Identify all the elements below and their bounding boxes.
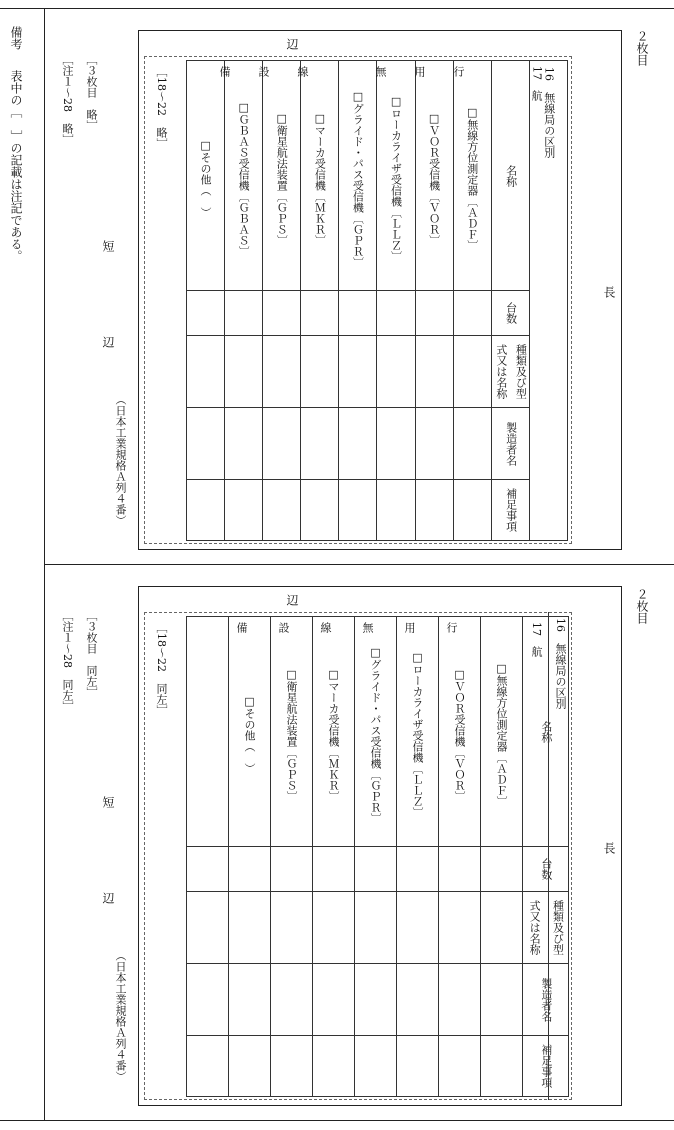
lower-col-name: 名称 bbox=[539, 720, 553, 743]
upper-row-1: □ＶＯＲ受信機〔ＶＯＲ〕 bbox=[427, 111, 441, 246]
remarks-label: 備考 bbox=[9, 26, 23, 50]
lower-count-c7 bbox=[481, 847, 523, 892]
upper-row-0: □無線方位測定器〔ＡＤＦ〕 bbox=[465, 106, 479, 251]
upper-side-3: 無 bbox=[374, 66, 387, 77]
lower-page-label: ２枚目 bbox=[635, 588, 649, 624]
upper-short-edge-b: 辺 bbox=[101, 336, 115, 348]
upper-side-1: 行 bbox=[452, 66, 465, 77]
upper-maker-c1 bbox=[187, 408, 225, 480]
lower-row-4: □マーカ受信機〔ＭＫＲ〕 bbox=[327, 667, 340, 802]
lower-count-c3 bbox=[313, 847, 355, 892]
upper-row-7: □その他（ ） bbox=[199, 139, 213, 218]
lower-row-1: □ＶＯＲ受信機〔ＶＯＲ〕 bbox=[453, 667, 466, 802]
upper-omitted-sheet3: ［３枚目 略］ bbox=[85, 54, 98, 131]
upper-col-type-2: 式又は名称 bbox=[494, 344, 508, 399]
lower-row-6: □その他（ ） bbox=[243, 695, 256, 774]
lower-side-1: 行 bbox=[445, 622, 458, 633]
lower-gpr-cell bbox=[355, 617, 397, 847]
lower-type-c1 bbox=[229, 892, 271, 964]
upper-maker-c3 bbox=[263, 408, 301, 480]
upper-row-4: □マーカ受信機〔ＭＫＲ〕 bbox=[313, 111, 327, 246]
upper-page-label: ２枚目 bbox=[635, 30, 649, 66]
upper-gps-cell bbox=[263, 61, 301, 291]
upper-maker-c8 bbox=[453, 408, 491, 480]
upper-col-note: 補足事項 bbox=[504, 488, 518, 532]
upper-type-c7 bbox=[415, 336, 453, 408]
lower-row-0: □無線方位測定器〔ＡＤＦ〕 bbox=[495, 662, 508, 807]
lower-maker-c1 bbox=[229, 964, 271, 1036]
lower-note-c0 bbox=[187, 1036, 229, 1097]
upper-type-c3 bbox=[263, 336, 301, 408]
upper-header-note bbox=[491, 480, 529, 541]
upper-type-c5 bbox=[339, 336, 377, 408]
upper-side-2: 用 bbox=[413, 66, 426, 77]
lower-count-c1 bbox=[229, 847, 271, 892]
upper-adf-cell bbox=[453, 61, 491, 291]
lower-side-4: 線 bbox=[319, 622, 332, 633]
upper-count-c3 bbox=[263, 291, 301, 336]
upper-long-edge-a: 長 bbox=[602, 286, 616, 298]
upper-type-c1 bbox=[187, 336, 225, 408]
lower-count-c6 bbox=[439, 847, 481, 892]
upper-col-count: 台数 bbox=[504, 302, 518, 324]
lower-omitted-sheet3: ［３枚目 同左］ bbox=[85, 610, 98, 698]
remarks-text: 表中の［ ］の記載は注記である。 bbox=[9, 70, 23, 262]
lower-short-edge-a: 短 bbox=[101, 796, 115, 808]
lower-side-0: 航 bbox=[530, 646, 543, 657]
upper-long-edge-b: 辺 bbox=[285, 38, 299, 50]
lower-side-5: 設 bbox=[277, 622, 290, 633]
lower-col-type-1: 種類及び型 bbox=[551, 900, 565, 955]
upper-section-title-cell bbox=[529, 61, 567, 541]
lower-other-cell bbox=[229, 617, 271, 847]
upper-omitted-notes: ［注１～28 略］ bbox=[61, 54, 74, 145]
upper-type-c2 bbox=[225, 336, 263, 408]
upper-row-6: □ＧＢＡＳ受信機〔ＧＢＡＳ〕 bbox=[237, 100, 251, 257]
lower-type-c0 bbox=[187, 892, 229, 964]
lower-title-strip bbox=[548, 612, 572, 1100]
upper-gpr-cell bbox=[339, 61, 377, 291]
lower-type-c2 bbox=[271, 892, 313, 964]
lower-note-c4 bbox=[355, 1036, 397, 1097]
upper-count-c1 bbox=[187, 291, 225, 336]
lower-note-c1 bbox=[229, 1036, 271, 1097]
upper-section-title: 16 無線局の区別 bbox=[542, 67, 556, 158]
upper-maker-c7 bbox=[415, 408, 453, 480]
upper-note-c8 bbox=[453, 480, 491, 541]
upper-maker-c6 bbox=[377, 408, 415, 480]
upper-type-c4 bbox=[301, 336, 339, 408]
upper-header-type bbox=[491, 336, 529, 408]
upper-vor-cell bbox=[415, 61, 453, 291]
lower-type-c3 bbox=[313, 892, 355, 964]
lower-gps-cell bbox=[271, 617, 313, 847]
lower-adf-cell bbox=[481, 617, 523, 847]
upper-type-c6 bbox=[377, 336, 415, 408]
upper-llz-cell bbox=[374, 61, 415, 291]
lower-type-c6 bbox=[439, 892, 481, 964]
upper-count-c7 bbox=[415, 291, 453, 336]
upper-header-count bbox=[491, 291, 529, 336]
upper-count-c8 bbox=[453, 291, 491, 336]
lower-type-c5 bbox=[397, 892, 439, 964]
lower-llz-cell bbox=[397, 617, 439, 847]
upper-header-maker bbox=[491, 408, 529, 480]
upper-row-3: □グライド・パス受信機〔ＧＰＲ〕 bbox=[351, 89, 365, 268]
lower-count-c4 bbox=[355, 847, 397, 892]
lower-side-3: 無 bbox=[361, 622, 374, 633]
upper-omitted-1822: ［18～22 略］ bbox=[155, 66, 168, 149]
lower-col-note: 補足事項 bbox=[539, 1044, 553, 1088]
upper-count-c5 bbox=[339, 291, 377, 336]
lower-note-c2 bbox=[271, 1036, 313, 1097]
lower-maker-c4 bbox=[355, 964, 397, 1036]
lower-short-edge-b: 辺 bbox=[101, 892, 115, 904]
lower-omitted-notes: ［注１～28 同左］ bbox=[61, 610, 74, 712]
lower-side-2: 用 bbox=[403, 622, 416, 633]
upper-equipment-table bbox=[186, 60, 568, 541]
lower-section-title: 16 無線局の区別 bbox=[554, 618, 567, 709]
upper-side-0: 航 bbox=[530, 90, 543, 101]
upper-type-c8 bbox=[453, 336, 491, 408]
lower-row-2: □ローカライザ受信機〔ＬＬＺ〕 bbox=[411, 651, 424, 818]
lower-col-type-2: 式又は名称 bbox=[528, 900, 542, 955]
lower-note-c3 bbox=[313, 1036, 355, 1097]
upper-col-type-1: 種類及び型 bbox=[514, 344, 528, 399]
lower-count-c5 bbox=[397, 847, 439, 892]
lower-maker-c3 bbox=[313, 964, 355, 1036]
lower-note-c6 bbox=[439, 1036, 481, 1097]
upper-note-c2 bbox=[225, 480, 263, 541]
upper-row-2: □ローカライザ受信機〔ＬＬＺ〕 bbox=[389, 95, 403, 262]
lower-row-header-number: 17 bbox=[530, 622, 543, 636]
upper-note-c3 bbox=[263, 480, 301, 541]
lower-maker-c5 bbox=[397, 964, 439, 1036]
lower-count-c0 bbox=[187, 847, 229, 892]
lower-mkr-cell bbox=[313, 617, 355, 847]
upper-col-name: 名称 bbox=[504, 164, 518, 187]
lower-equipment-table bbox=[186, 616, 569, 1097]
lower-col-maker: 製造者名 bbox=[539, 977, 553, 1022]
bottom-rule bbox=[0, 1120, 674, 1121]
lower-maker-c0 bbox=[187, 964, 229, 1036]
lower-note-c7 bbox=[481, 1036, 523, 1097]
upper-count-c4 bbox=[301, 291, 339, 336]
upper-side-4: 線 bbox=[296, 66, 309, 77]
lower-side-6: 備 bbox=[235, 622, 248, 633]
lower-omitted-1822: ［18～22 同左］ bbox=[155, 622, 168, 716]
lower-row-3: □グライド・パス受信機〔ＧＰＲ〕 bbox=[369, 645, 382, 824]
lower-count-c2 bbox=[271, 847, 313, 892]
upper-note-c4 bbox=[301, 480, 339, 541]
lower-type-c4 bbox=[355, 892, 397, 964]
lower-maker-c7 bbox=[481, 964, 523, 1036]
upper-maker-c4 bbox=[301, 408, 339, 480]
upper-maker-c2 bbox=[225, 408, 263, 480]
upper-note-c1 bbox=[187, 480, 225, 541]
lower-maker-c2 bbox=[271, 964, 313, 1036]
upper-count-c2 bbox=[225, 291, 263, 336]
upper-row-header-number: 17 bbox=[530, 66, 544, 80]
upper-side-6: 備 bbox=[218, 66, 231, 77]
comparison-divider bbox=[44, 564, 674, 565]
upper-header-name bbox=[491, 61, 529, 291]
upper-gbas-cell bbox=[225, 61, 263, 291]
lower-type-c7 bbox=[481, 892, 523, 964]
upper-col-maker: 製造者名 bbox=[504, 421, 518, 466]
upper-mkr-cell bbox=[301, 61, 339, 291]
upper-row-header bbox=[530, 66, 544, 80]
upper-row-5: □衛星航法装置〔ＧＰＳ〕 bbox=[275, 111, 289, 246]
upper-side-5: 設 bbox=[257, 66, 270, 77]
upper-other-cell bbox=[187, 61, 225, 291]
lower-paper-size: （日本工業規格Ａ列４番） bbox=[114, 950, 127, 1082]
lower-col-count: 台数 bbox=[539, 858, 553, 880]
lower-long-edge-b: 辺 bbox=[285, 594, 299, 606]
upper-maker-c5 bbox=[339, 408, 377, 480]
upper-count-c6 bbox=[377, 291, 415, 336]
lower-blank-cell bbox=[187, 617, 229, 847]
upper-paper-size: （日本工業規格Ａ列４番） bbox=[114, 394, 127, 526]
upper-note-c5 bbox=[339, 480, 377, 541]
lower-note-c5 bbox=[397, 1036, 439, 1097]
lower-vor-cell bbox=[439, 617, 481, 847]
lower-row-5: □衛星航法装置〔ＧＰＳ〕 bbox=[285, 667, 298, 802]
lower-long-edge-a: 長 bbox=[602, 842, 616, 854]
upper-note-c6 bbox=[377, 480, 415, 541]
top-rule bbox=[0, 8, 674, 9]
upper-note-c7 bbox=[415, 480, 453, 541]
upper-short-edge-a: 短 bbox=[101, 240, 115, 252]
lower-maker-c6 bbox=[439, 964, 481, 1036]
